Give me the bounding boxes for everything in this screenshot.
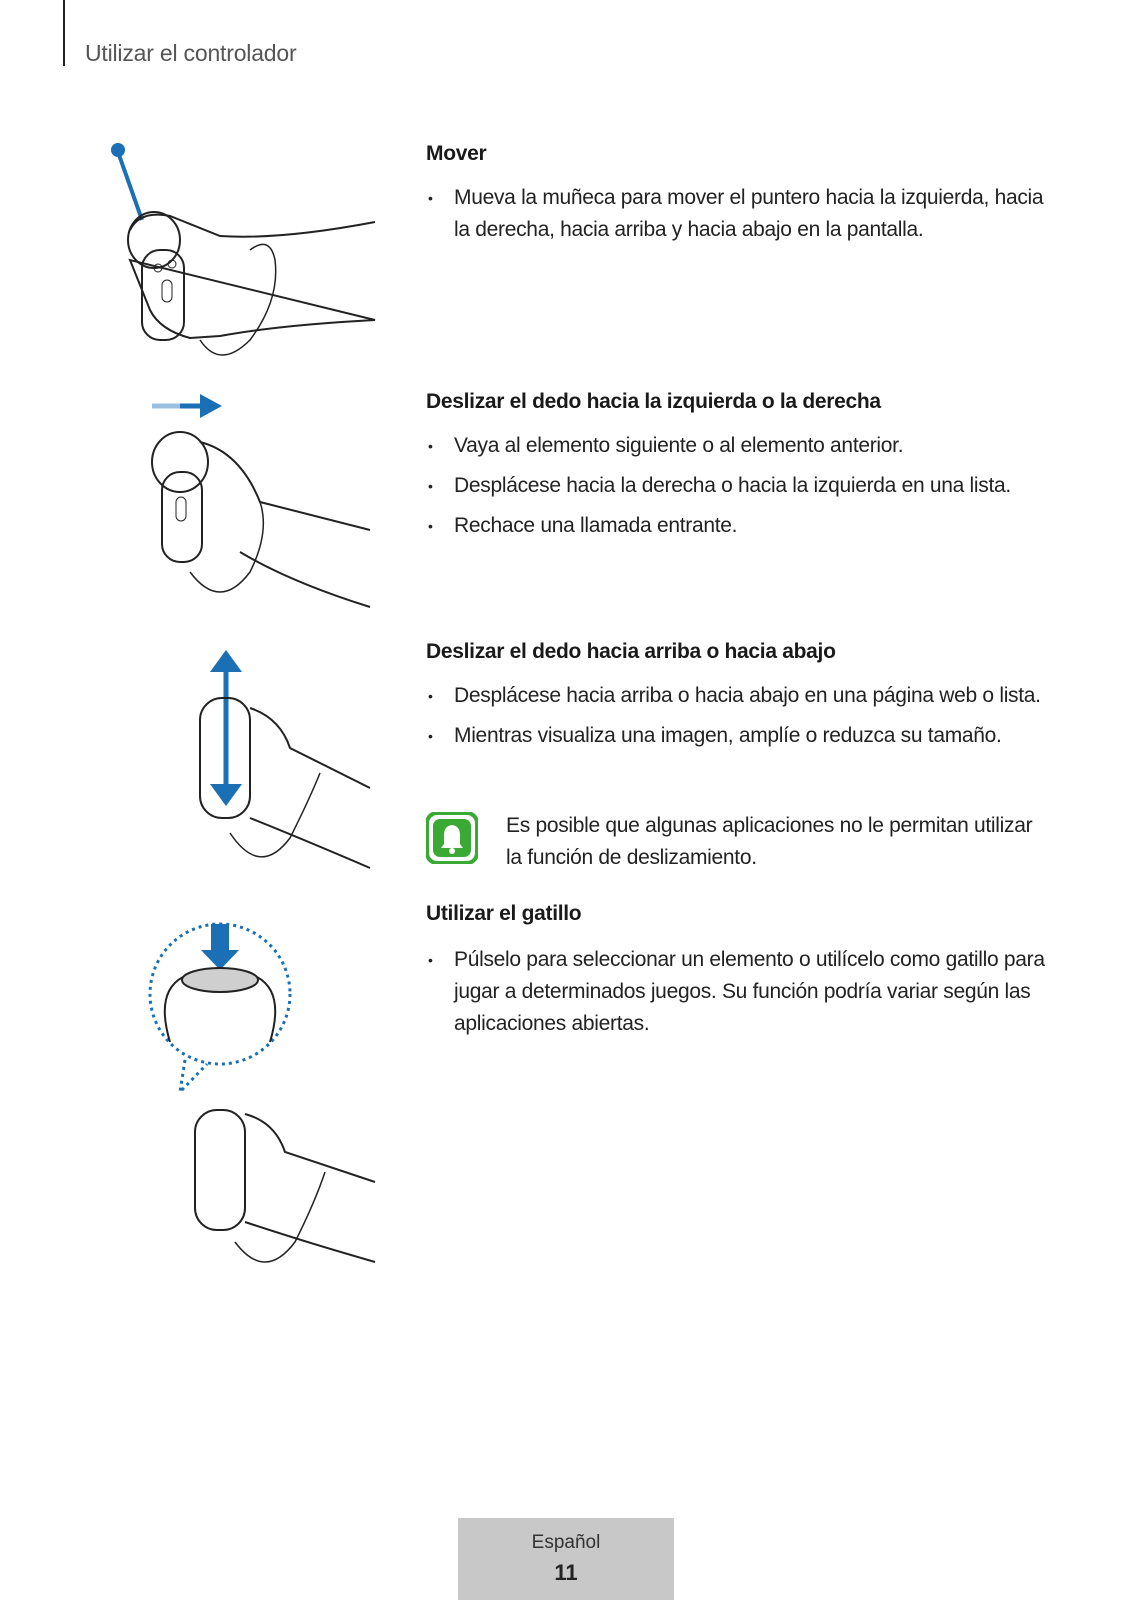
list-item: • Desplácese hacia la derecha o hacia la izquierda en una lista.: [426, 470, 1046, 502]
bell-icon: [426, 812, 478, 864]
bullet-dot: •: [428, 190, 433, 206]
section-title-trigger: Utilizar el gatillo: [426, 902, 582, 925]
section-title-swipe-vertical: Deslizar el dedo hacia arriba o hacia abajo: [426, 640, 836, 663]
page-number: 11: [554, 1560, 578, 1585]
bullet-list-move: [426, 182, 1046, 254]
list-item: • Desplácese hacia arriba o hacia abajo en una página web o lista.: [426, 680, 1046, 712]
note-text: Es posible que algunas aplicaciones no le permitan utilizar la función de deslizamiento.: [506, 814, 1033, 869]
bullet-dot: •: [428, 478, 433, 494]
bullet-list-trigger: [426, 944, 1046, 1048]
list-item: • Púlselo para seleccionar un elemento o utilícelo como gatillo para jugar a determinados juegos. Su función podría variar según las aplicaciones abiertas.: [426, 944, 1046, 1040]
swipe-vertical-illustration: [180, 648, 380, 878]
bullet-list-swipe-vertical: [426, 680, 1046, 760]
bullet-dot: •: [428, 438, 433, 454]
swipe-horizontal-illustration: [140, 392, 380, 622]
section-title-swipe-horizontal: Deslizar el dedo hacia la izquierda o la derecha: [426, 390, 881, 413]
header-rule: [63, 0, 65, 66]
bullet-dot: •: [428, 688, 433, 704]
trigger-illustration: [135, 922, 385, 1302]
section-title-move: Mover: [426, 142, 487, 165]
bullet-list-swipe-horizontal: [426, 430, 1046, 550]
footer-page-box: [458, 1518, 674, 1600]
move-pointer-illustration: [100, 140, 390, 370]
bullet-dot: •: [428, 952, 433, 968]
bullet-dot: •: [428, 728, 433, 744]
list-item: • Mientras visualiza una imagen, amplíe o reduzca su tamaño.: [426, 720, 1046, 752]
bullet-dot: •: [428, 518, 433, 534]
list-item: • Rechace una llamada entrante.: [426, 510, 1046, 542]
list-item: • Mueva la muñeca para mover el puntero hacia la izquierda, hacia la derecha, hacia arriba y hacia abajo en la pantalla.: [426, 182, 1046, 246]
footer-language: Español: [531, 1532, 601, 1553]
list-item: • Vaya al elemento siguiente o al elemento anterior.: [426, 430, 1046, 462]
note-box: [426, 810, 1046, 880]
page-header-title: Utilizar el controlador: [85, 40, 297, 66]
